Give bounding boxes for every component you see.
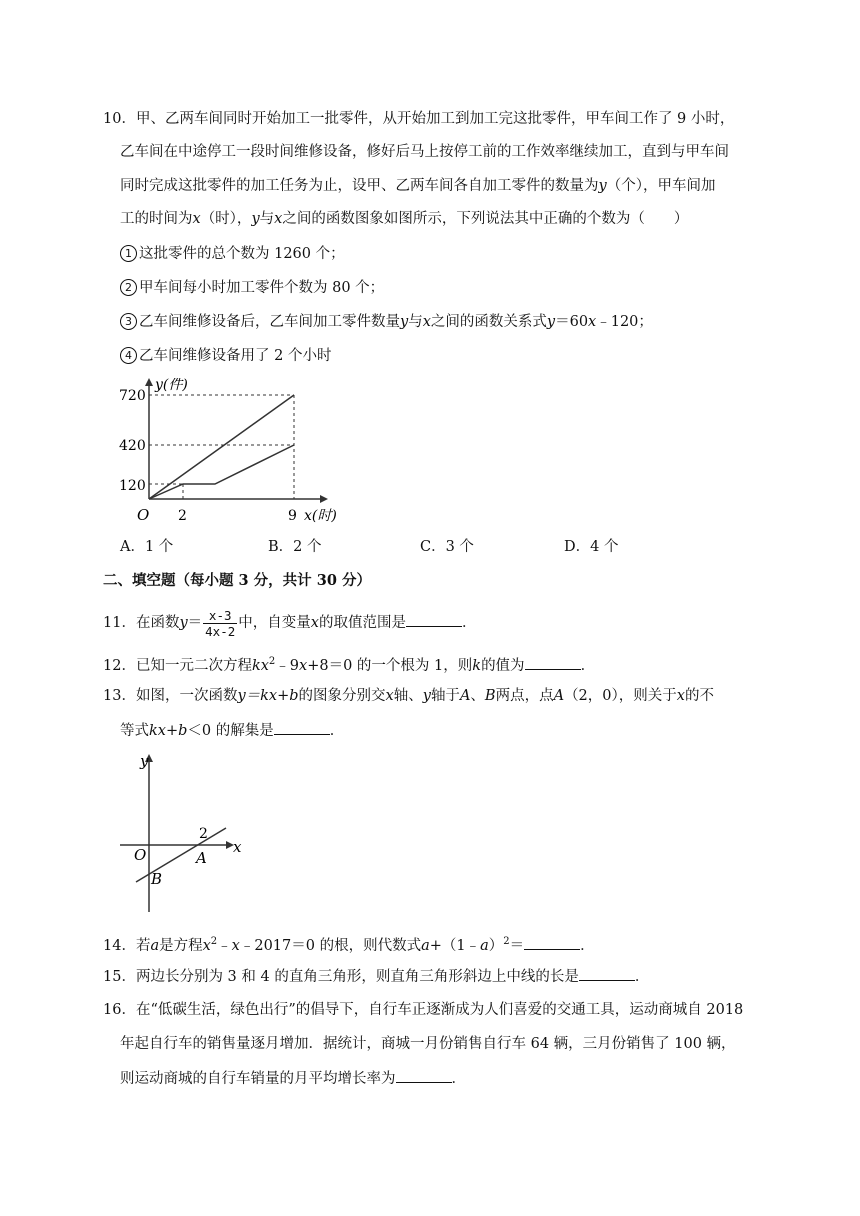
var-y: y	[179, 615, 188, 631]
q10-line-2: 乙车间在中途停工一段时间维修设备，修好后马上按停工前的工作效率继续加工，直到与甲车间	[120, 144, 729, 160]
inequality: kx+b	[149, 723, 188, 739]
question-number: 10．	[103, 111, 136, 127]
fraction	[203, 608, 237, 639]
answer-blank	[406, 612, 462, 627]
q10-function-graph	[115, 378, 355, 528]
q14-text: +（1﹣	[429, 937, 481, 954]
statement-text: ＝60	[555, 314, 589, 330]
question-number: 16．	[103, 1002, 136, 1018]
q10-line-4	[120, 209, 688, 229]
statement-2	[120, 278, 384, 298]
q13-text: 的图象分别交	[298, 688, 386, 704]
exponent: 2	[503, 936, 510, 947]
q11-text: 中，自变量	[238, 615, 311, 631]
line-yi	[149, 445, 294, 499]
q14-text: ．	[580, 937, 595, 954]
line-jia	[149, 395, 294, 499]
statement-text: 乙车间维修设备用了 2 个小时	[139, 348, 332, 364]
y-axis-label: y(件)	[155, 378, 188, 393]
q13-line-1	[103, 686, 714, 706]
q13-text: 轴于	[430, 688, 460, 704]
section-title: 二、填空题（每小题 3 分，共计 30 分）	[103, 572, 371, 589]
answer-blank	[524, 935, 580, 950]
x-axis-arrow	[320, 495, 328, 503]
q13-text: 两点，点	[495, 688, 554, 704]
q10-text: 与	[259, 211, 275, 227]
q14-text: 是方程	[159, 937, 203, 954]
answer-blank	[396, 1068, 452, 1083]
var-x: x	[676, 688, 685, 704]
q11-text: ＝	[187, 615, 203, 631]
q13-text: 轴、	[393, 688, 423, 704]
answer-blank	[579, 966, 635, 981]
q11-line	[103, 607, 476, 639]
q16-text: 则运动商城的自行车销量的月平均增长率为	[120, 1071, 396, 1087]
statement-text: 乙车间维修设备后，乙车间加工零件数量	[139, 314, 400, 330]
q10-line-3	[120, 176, 715, 196]
statement-text: 与	[408, 314, 423, 330]
x-tick-2: 2	[178, 508, 187, 524]
tick-2-label: 2	[199, 826, 208, 842]
var-x: x	[299, 657, 308, 674]
q13-text: 、	[470, 688, 485, 704]
q10-text: （个），甲车间加	[606, 178, 716, 194]
q16-line-1	[103, 1000, 743, 1020]
y-axis-arrow	[145, 378, 153, 386]
q12-text: 的值为	[481, 657, 525, 674]
q10-text: 甲、乙两车间同时开始加工一批零件，从开始加工到加工完这批零件，甲车间工作了 9 小时，	[135, 111, 735, 127]
q16-line-2: 年起自行车的销售量逐月增加．据统计，商城一月份销售自行车 64 辆，三月份销售了 100 辆，	[120, 1036, 736, 1052]
var-a: a	[150, 937, 160, 954]
q12-text: ．	[580, 657, 596, 674]
y-tick-420: 420	[119, 438, 146, 454]
q16-text: 在“低碳生活，绿色出行”的倡导下，自行车正逐渐成为人们喜爱的交通工具，运动商城自 2018	[135, 1002, 744, 1018]
var-y: y	[546, 314, 556, 330]
option-a: A．1 个	[120, 539, 174, 555]
q11-text: 的取值范围是	[318, 615, 406, 631]
var-y: y	[422, 688, 431, 704]
q14-text: ﹣2017＝0 的根，则代数式	[239, 937, 422, 954]
q14-text: ﹣	[217, 937, 232, 954]
q14-text: 若	[135, 937, 151, 954]
var-x: x	[274, 211, 283, 227]
fraction-denominator: 4x-2	[205, 623, 236, 639]
var-k: k	[472, 657, 482, 674]
q14-line	[103, 932, 595, 956]
statement-text: 这批零件的总个数为 1260 个；	[139, 246, 345, 262]
q12-text: 已知一元二次方程	[135, 657, 252, 674]
point-a: A	[459, 688, 471, 704]
statement-text: ﹣120；	[596, 314, 653, 330]
var-y: y	[400, 314, 409, 330]
answer-blank	[525, 655, 581, 670]
q10-text: 同时完成这批零件的加工任务为止，设甲、乙两车间各自加工零件的数量为	[120, 178, 599, 194]
y-axis-label: y	[140, 752, 149, 770]
circled-number: 2	[120, 279, 137, 296]
q15-text: 两边长分别为 3 和 4 的直角三角形，则直角三角形斜边上中线的长是	[135, 969, 579, 985]
statement-text: 之间的函数关系式	[430, 314, 547, 330]
var-kx: kx	[251, 657, 269, 674]
y-tick-120: 120	[119, 478, 146, 494]
option-d: D．4 个	[564, 539, 619, 555]
answer-blank	[274, 720, 330, 735]
point-a-label: A	[196, 849, 207, 867]
q10-text: （时），	[200, 211, 252, 227]
q10-text: 工的时间为	[120, 211, 193, 227]
q14-text: ）	[488, 937, 504, 954]
option-c: C．3 个	[420, 539, 474, 555]
exponent: 2	[210, 936, 218, 947]
q12-text: +8＝0 的一个根为 1，则	[307, 657, 473, 674]
q13-line-2	[120, 720, 344, 741]
q12-text: ﹣9	[275, 657, 300, 674]
var-x: x	[588, 314, 597, 330]
x-axis-label: x	[233, 838, 242, 856]
var-x: x	[192, 211, 201, 227]
question-number: 14．	[103, 937, 136, 954]
statement-1	[120, 244, 345, 264]
circled-number: 1	[120, 245, 137, 262]
statement-3	[120, 312, 653, 332]
x-tick-9: 9	[288, 508, 297, 524]
q10-text: 之间的函数图象如图所示，下列说法其中正确的个数为（ ）	[282, 211, 689, 227]
var-x: x	[310, 615, 319, 631]
statement-text: 甲车间每小时加工零件个数为 80 个；	[139, 280, 385, 296]
q13-text: ＜0 的解集是	[187, 723, 274, 739]
var-x: x	[422, 314, 431, 330]
q10-line-1	[103, 109, 734, 129]
q15-text: ．	[634, 969, 650, 985]
q13-text: ．	[329, 723, 345, 739]
question-number: 12．	[103, 657, 136, 674]
q13-text: 等式	[120, 723, 149, 739]
point-b-label: B	[151, 870, 163, 888]
equation: y＝kx+b	[237, 688, 299, 704]
option-b: B．2 个	[268, 539, 322, 555]
fraction-numerator: x-3	[203, 608, 237, 624]
y-tick-720: 720	[119, 388, 146, 404]
circled-number: 3	[120, 313, 137, 330]
var-x: x	[202, 937, 211, 954]
origin-label: O	[137, 506, 150, 524]
q11-text: ．	[461, 615, 477, 631]
var-x: x	[231, 937, 240, 954]
q13-text: 的不	[684, 688, 714, 704]
circled-number: 4	[120, 347, 137, 364]
q14-text: ＝	[509, 937, 525, 954]
x-axis-label: x(时)	[304, 508, 337, 524]
origin-label: O	[134, 846, 147, 864]
var-a: a	[480, 937, 489, 954]
question-number: 13．	[103, 688, 136, 704]
q15-line	[103, 966, 649, 987]
var-y: y	[598, 178, 607, 194]
q16-text: ．	[451, 1071, 466, 1087]
q12-line	[103, 652, 595, 676]
point-a: A	[553, 688, 565, 704]
var-a: a	[421, 937, 430, 954]
q13-text: 如图，一次函数	[135, 688, 238, 704]
q13-text: （2，0），则关于	[564, 688, 677, 704]
question-number: 15．	[103, 969, 136, 985]
q16-line-3	[120, 1068, 466, 1089]
question-number: 11．	[103, 615, 136, 631]
exponent: 2	[268, 656, 276, 667]
statement-4	[120, 346, 331, 366]
var-x: x	[385, 688, 394, 704]
point-b: B	[484, 688, 496, 704]
var-y: y	[251, 211, 260, 227]
q11-text: 在函数	[135, 615, 180, 631]
q13-linear-graph	[118, 752, 248, 917]
